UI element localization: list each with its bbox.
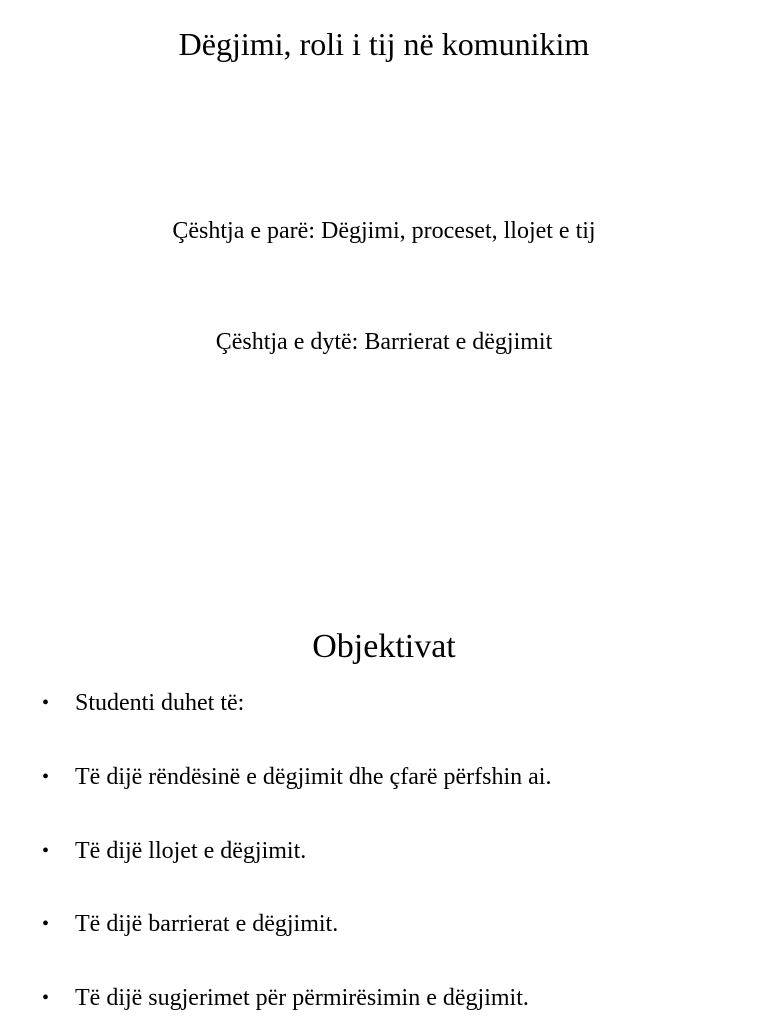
objective-text: Të dijë sugjerimet për përmirësimin e dëgjimit. — [75, 985, 529, 1011]
topic-first-question: Çështja e parë: Dëgjimi, proceset, llojet e tij — [172, 218, 596, 244]
slide-title: Dëgjimi, roli i tij në komunikim — [178, 26, 590, 62]
objective-text: Studenti duhet të: — [75, 690, 245, 716]
objective-item — [42, 909, 762, 939]
bullet-icon: • — [42, 692, 50, 714]
objective-item — [42, 983, 762, 1013]
objective-text: Të dijë rëndësinë e dëgjimit dhe çfarë përfshin ai. — [75, 764, 552, 790]
bullet-icon: • — [42, 840, 50, 862]
objective-item — [42, 688, 762, 718]
bullet-icon: • — [42, 913, 50, 935]
topic-second-question: Çështja e dytë: Barrierat e dëgjimit — [215, 329, 553, 355]
objective-text: Të dijë barrierat e dëgjimit. — [75, 911, 339, 937]
objective-text: Të dijë llojet e dëgjimit. — [75, 838, 307, 864]
objective-item — [42, 762, 762, 792]
bullet-icon: • — [42, 766, 50, 788]
objectives-title: Objektivat — [312, 628, 456, 665]
objective-item — [42, 836, 762, 866]
bullet-icon: • — [42, 987, 50, 1009]
